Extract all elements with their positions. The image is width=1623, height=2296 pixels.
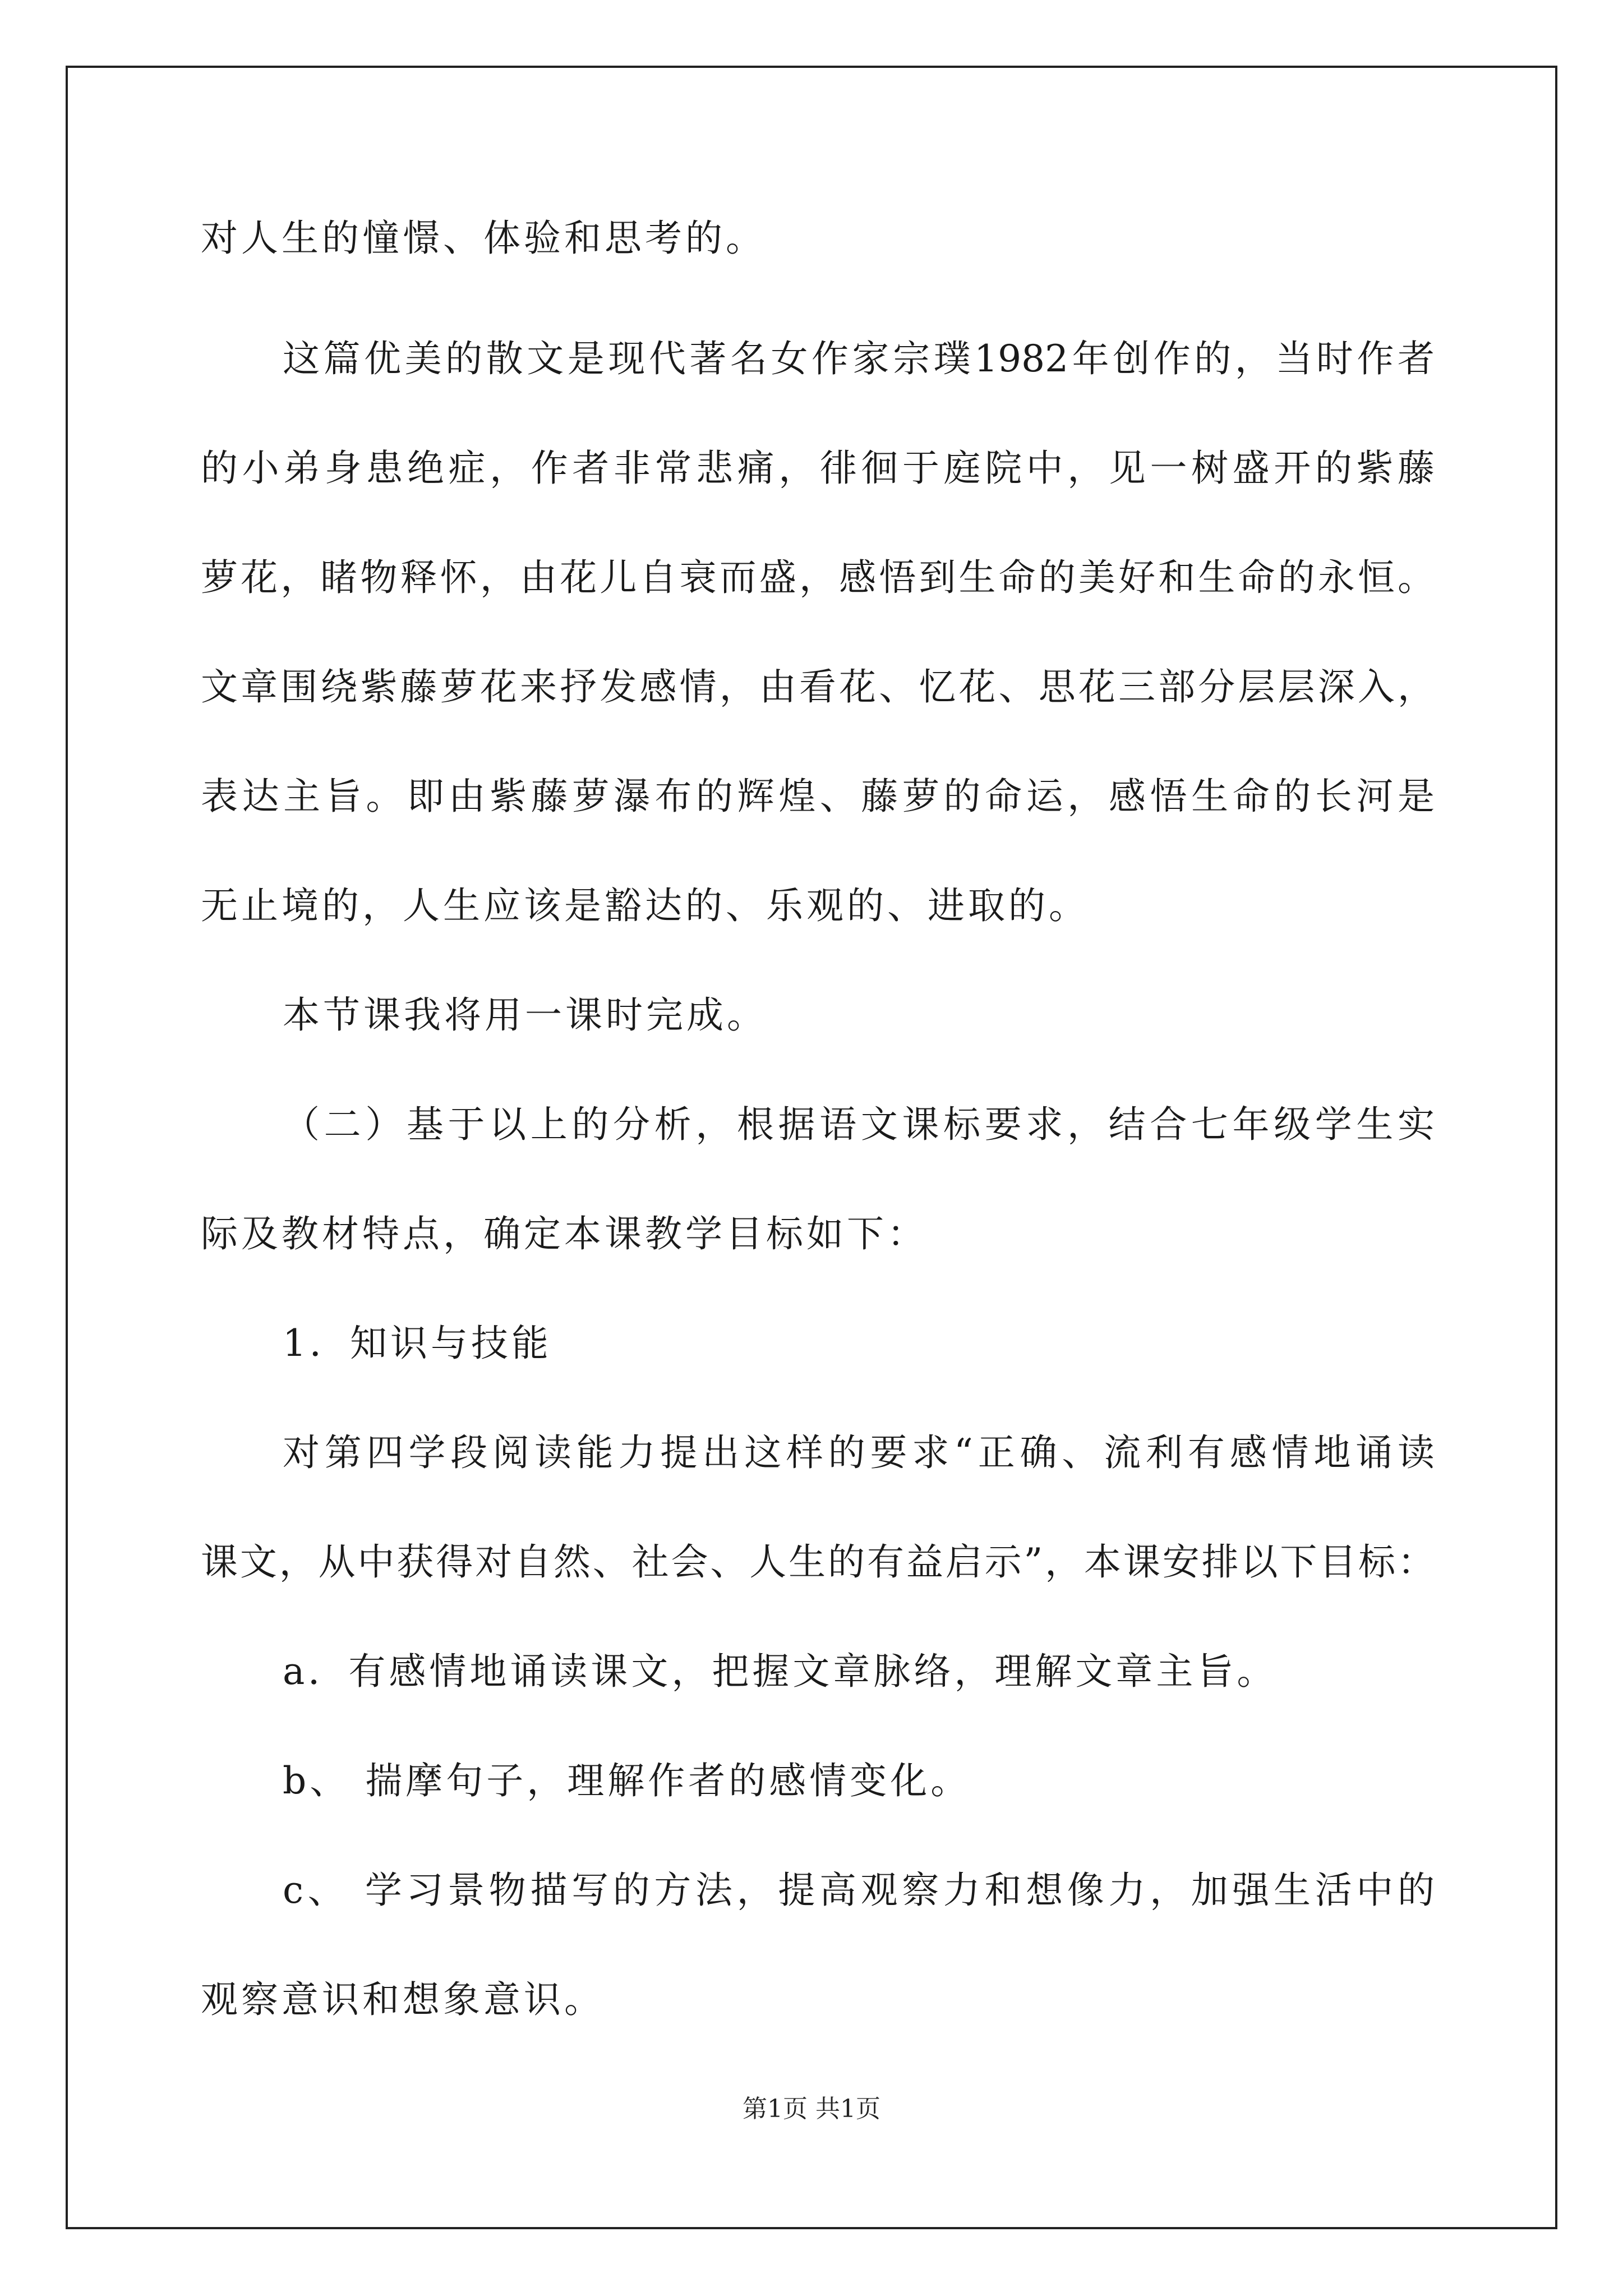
page-number-footer: 第1页 共1页 bbox=[743, 2095, 880, 2123]
paragraph-line: 无止境的，人生应该是豁达的、乐观的、进取的。 bbox=[201, 884, 1089, 927]
paragraph-line: 的小弟身患绝症，作者非常悲痛，徘徊于庭院中，见一树盛开的紫藤 bbox=[201, 447, 1435, 490]
paragraph-line: 对人生的憧憬、体验和思考的。 bbox=[201, 217, 766, 260]
section-heading: 1．知识与技能 bbox=[283, 1322, 552, 1365]
paragraph-line: 观察意识和想象意识。 bbox=[201, 1978, 605, 2021]
paragraph-line: 对第四学段阅读能力提出这样的要求“正确、流利有感情地诵读 bbox=[283, 1431, 1435, 1474]
paragraph-line: 文章围绕紫藤萝花来抒发感情，由看花、忆花、思花三部分层层深入， bbox=[201, 665, 1435, 708]
list-item: a．有感情地诵读课文，把握文章脉络，理解文章主旨。 bbox=[283, 1650, 1278, 1693]
paragraph-line: 萝花，睹物释怀，由花儿自衰而盛，感悟到生命的美好和生命的永恒。 bbox=[201, 556, 1435, 599]
list-item: c、 学习景物描写的方法，提高观察力和想像力，加强生活中的 bbox=[283, 1869, 1435, 1912]
paragraph-line: 这篇优美的散文是现代著名女作家宗璞1982年创作的，当时作者 bbox=[283, 337, 1435, 380]
paragraph-line: 课文，从中获得对自然、社会、人生的有益启示”，本课安排以下目标： bbox=[201, 1540, 1435, 1584]
list-item: b、 揣摩句子，理解作者的感情变化。 bbox=[283, 1759, 971, 1802]
paragraph-line: 本节课我将用一课时完成。 bbox=[283, 993, 767, 1037]
paragraph-line: 表达主旨。即由紫藤萝瀑布的辉煌、藤萝的命运，感悟生命的长河是 bbox=[201, 775, 1435, 818]
paragraph-line: 际及教材特点，确定本课教学目标如下： bbox=[201, 1212, 928, 1255]
paragraph-line: （二）基于以上的分析，根据语文课标要求，结合七年级学生实 bbox=[283, 1103, 1435, 1146]
